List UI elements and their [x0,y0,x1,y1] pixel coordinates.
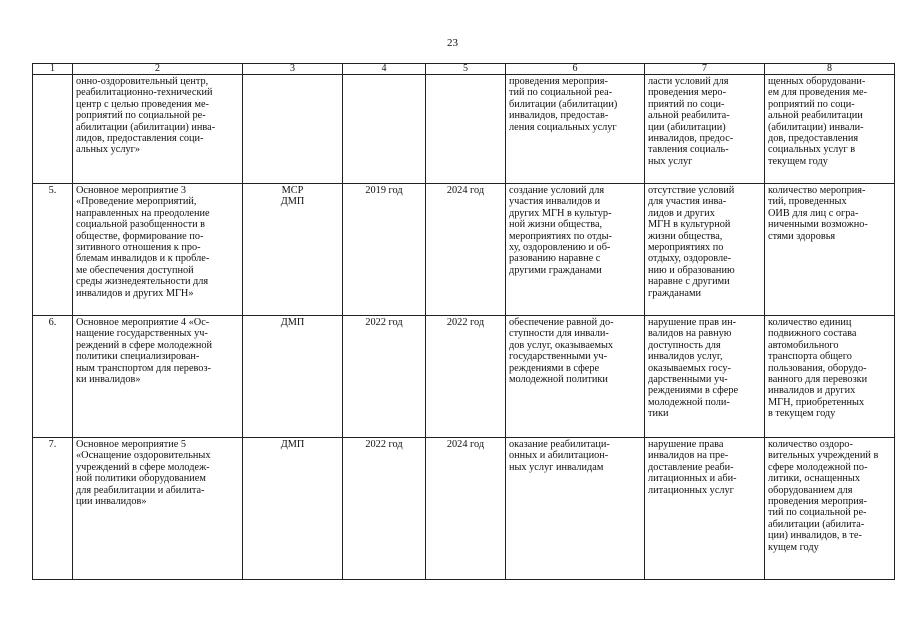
start-year: 2019 год [343,184,426,316]
start-year: 2022 год [343,438,426,580]
end-year [426,75,506,184]
executor: МСР ДМП [243,184,343,316]
column-header: 4 [343,64,426,75]
consequence: нарушение прав ин- валидов на равную доступность для инвалидов услуг, оказываемых госу- дарственными уч- реждениями в сфере молодежной поли- тики [645,316,765,438]
end-year: 2024 год [426,438,506,580]
end-year: 2024 год [426,184,506,316]
row-number: 7. [33,438,73,580]
measure-name: Основное мероприятие 3 «Проведение мероприятий, направленных на преодоление социальной разобщенности в обществе, формирование по- зитивного отношения к про- блемам инвалидов и к пробле- ме обеспечения доступной среды жизнедеятельности для инвалидов и других МГН» [73,184,243,316]
column-header: 8 [765,64,895,75]
measure-name: Основное мероприятие 4 «Ос- нащение государственных уч- реждений в сфере молодежной политики специализирован- ным транспортом для перевоз- ки инвалидов» [73,316,243,438]
expected-result: создание условий для участия инвалидов и других МГН в культур- ной жизни общества, мероприятиях по отды- ху, оздоровлению и об- разованию наравне с другими гражданами [506,184,645,316]
start-year [343,75,426,184]
executor: ДМП [243,438,343,580]
table-row [33,75,895,184]
indicator: количество единиц подвижного состава автомобильного транспорта общего пользования, оборудо- ванного для перевозки инвалидов и других МГН, приобретенных в текущем году [765,316,895,438]
end-year: 2022 год [426,316,506,438]
measures-table [32,63,895,580]
row-number: 5. [33,184,73,316]
column-header: 7 [645,64,765,75]
table-header-row [33,64,895,75]
indicator: количество оздоро- вительных учреждений в сфере молодежной по- литики, оснащенных оборудованием для проведения мероприя- тий по социальной ре- абилитации (абилита- ции) инвалидов, в те- кущем году [765,438,895,580]
row-number [33,75,73,184]
executor: ДМП [243,316,343,438]
expected-result: оказание реабилитаци- онных и абилитацион- ных услуг инвалидам [506,438,645,580]
column-header: 1 [33,64,73,75]
column-header: 3 [243,64,343,75]
page-number: 23 [447,37,458,49]
indicator: щенных оборудовани- ем для проведения ме- роприятий по соци- альной реабилитации (абилитации) инвали- дов, предоставления социальных услуг в текущем году [765,75,895,184]
start-year: 2022 год [343,316,426,438]
measure-name: онно-оздоровительный центр, реабилитационно-технический центр с целью проведения ме- роприятий по социальной ре- абилитации (абилитации) инва- лидов, предоставления соци- альных услуг» [73,75,243,184]
table-row [33,316,895,438]
table-row [33,438,895,580]
expected-result: обеспечение равной до- ступности для инвали- дов услуг, оказываемых государственными уч- реждениями в сфере молодежной политики [506,316,645,438]
consequence: отсутствие условий для участия инва- лидов и других МГН в культурной жизни общества, мероприятиях по отдыху, оздоровле- нию и образованию наравне с другими гражданами [645,184,765,316]
column-header: 6 [506,64,645,75]
indicator: количество мероприя- тий, проведенных ОИВ для лиц с огра- ниченными возможно- стями здоровья [765,184,895,316]
column-header: 2 [73,64,243,75]
executor [243,75,343,184]
consequence: ласти условий для проведения меро- приятий по соци- альной реабилита- ции (абилитации) инвалидов, предос- тавления социаль- ных услуг [645,75,765,184]
expected-result: проведения мероприя- тий по социальной реа- билитации (абилитации) инвалидов, предостав- ления социальных услуг [506,75,645,184]
table-row [33,184,895,316]
consequence: нарушение права инвалидов на пре- доставление реаби- литационных и аби- литационных услуг [645,438,765,580]
measure-name: Основное мероприятие 5 «Оснащение оздоровительных учреждений в сфере молодеж- ной политики оборудованием для реабилитации и абилита- ции инвалидов» [73,438,243,580]
column-header: 5 [426,64,506,75]
row-number: 6. [33,316,73,438]
